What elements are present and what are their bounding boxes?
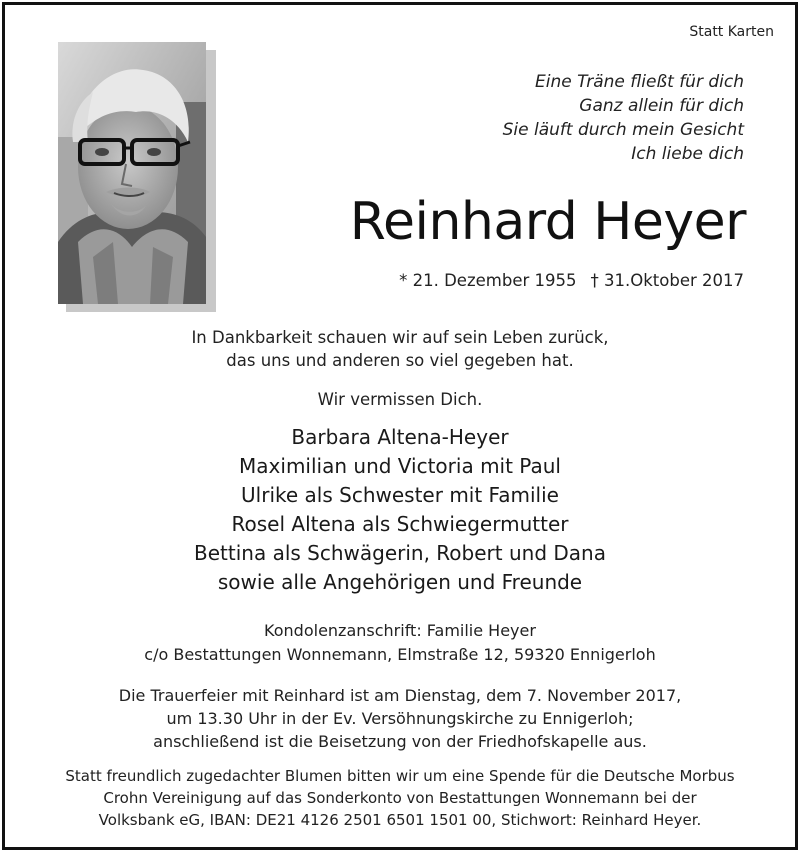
donation-request [0, 765, 800, 831]
mourner: Maximilian und Victoria mit Paul [239, 454, 561, 478]
birth-date: * 21. Dezember 1955 [399, 271, 577, 290]
service-line: Die Trauerfeier mit Reinhard ist am Dienstag, dem 7. November 2017, [118, 686, 682, 705]
funeral-service-info [0, 684, 800, 753]
mourner: Rosel Altena als Schwiegermutter [231, 512, 569, 536]
mourner: sowie alle Angehörigen und Freunde [217, 570, 583, 594]
portrait-illustration [58, 42, 206, 304]
address-line: c/o Bestattungen Wonnemann, Elmstraße 12, 59320 Ennigerloh [144, 645, 656, 664]
condolence-address [0, 619, 800, 667]
mourner: Barbara Altena-Heyer [291, 425, 509, 449]
donation-line: Crohn Vereinigung auf das Sonderkonto von Bestattungen Wonnemann bei der [103, 789, 697, 807]
deceased-name: Reinhard Heyer [349, 192, 746, 252]
thanks-text [0, 326, 800, 372]
service-line: anschließend ist die Beisetzung von der Friedhofskapelle aus. [153, 732, 647, 751]
donation-line: Statt freundlich zugedachter Blumen bitten wir um eine Spende für die Deutsche Morbus [65, 767, 735, 785]
mourner: Ulrike als Schwester mit Familie [241, 483, 559, 507]
address-line: Kondolenzanschrift: Familie Heyer [264, 621, 536, 640]
portrait-photo [58, 42, 206, 304]
poem-line: Sie läuft durch mein Gesicht [502, 120, 744, 140]
miss-line: Wir vermissen Dich. [317, 390, 483, 409]
thanks-line: das uns und anderen so viel gegeben hat. [226, 351, 574, 370]
poem-line: Eine Träne fließt für dich [535, 72, 744, 92]
poem [503, 70, 744, 166]
header-note: Statt Karten [689, 24, 774, 40]
thanks-line: In Dankbarkeit schauen wir auf sein Leben zurück, [191, 328, 609, 347]
life-dates [399, 271, 744, 290]
death-date: † 31.Oktober 2017 [590, 271, 744, 290]
donation-line: Volksbank eG, IBAN: DE21 4126 2501 6501 1501 00, Stichwort: Reinhard Heyer. [98, 811, 702, 829]
miss-text [0, 390, 800, 409]
poem-line: Ich liebe dich [631, 144, 744, 164]
poem-line: Ganz allein für dich [579, 96, 744, 116]
mourner: Bettina als Schwägerin, Robert und Dana [194, 541, 606, 565]
service-line: um 13.30 Uhr in der Ev. Versöhnungskirche zu Ennigerloh; [166, 709, 634, 728]
mourners-list [0, 423, 800, 597]
